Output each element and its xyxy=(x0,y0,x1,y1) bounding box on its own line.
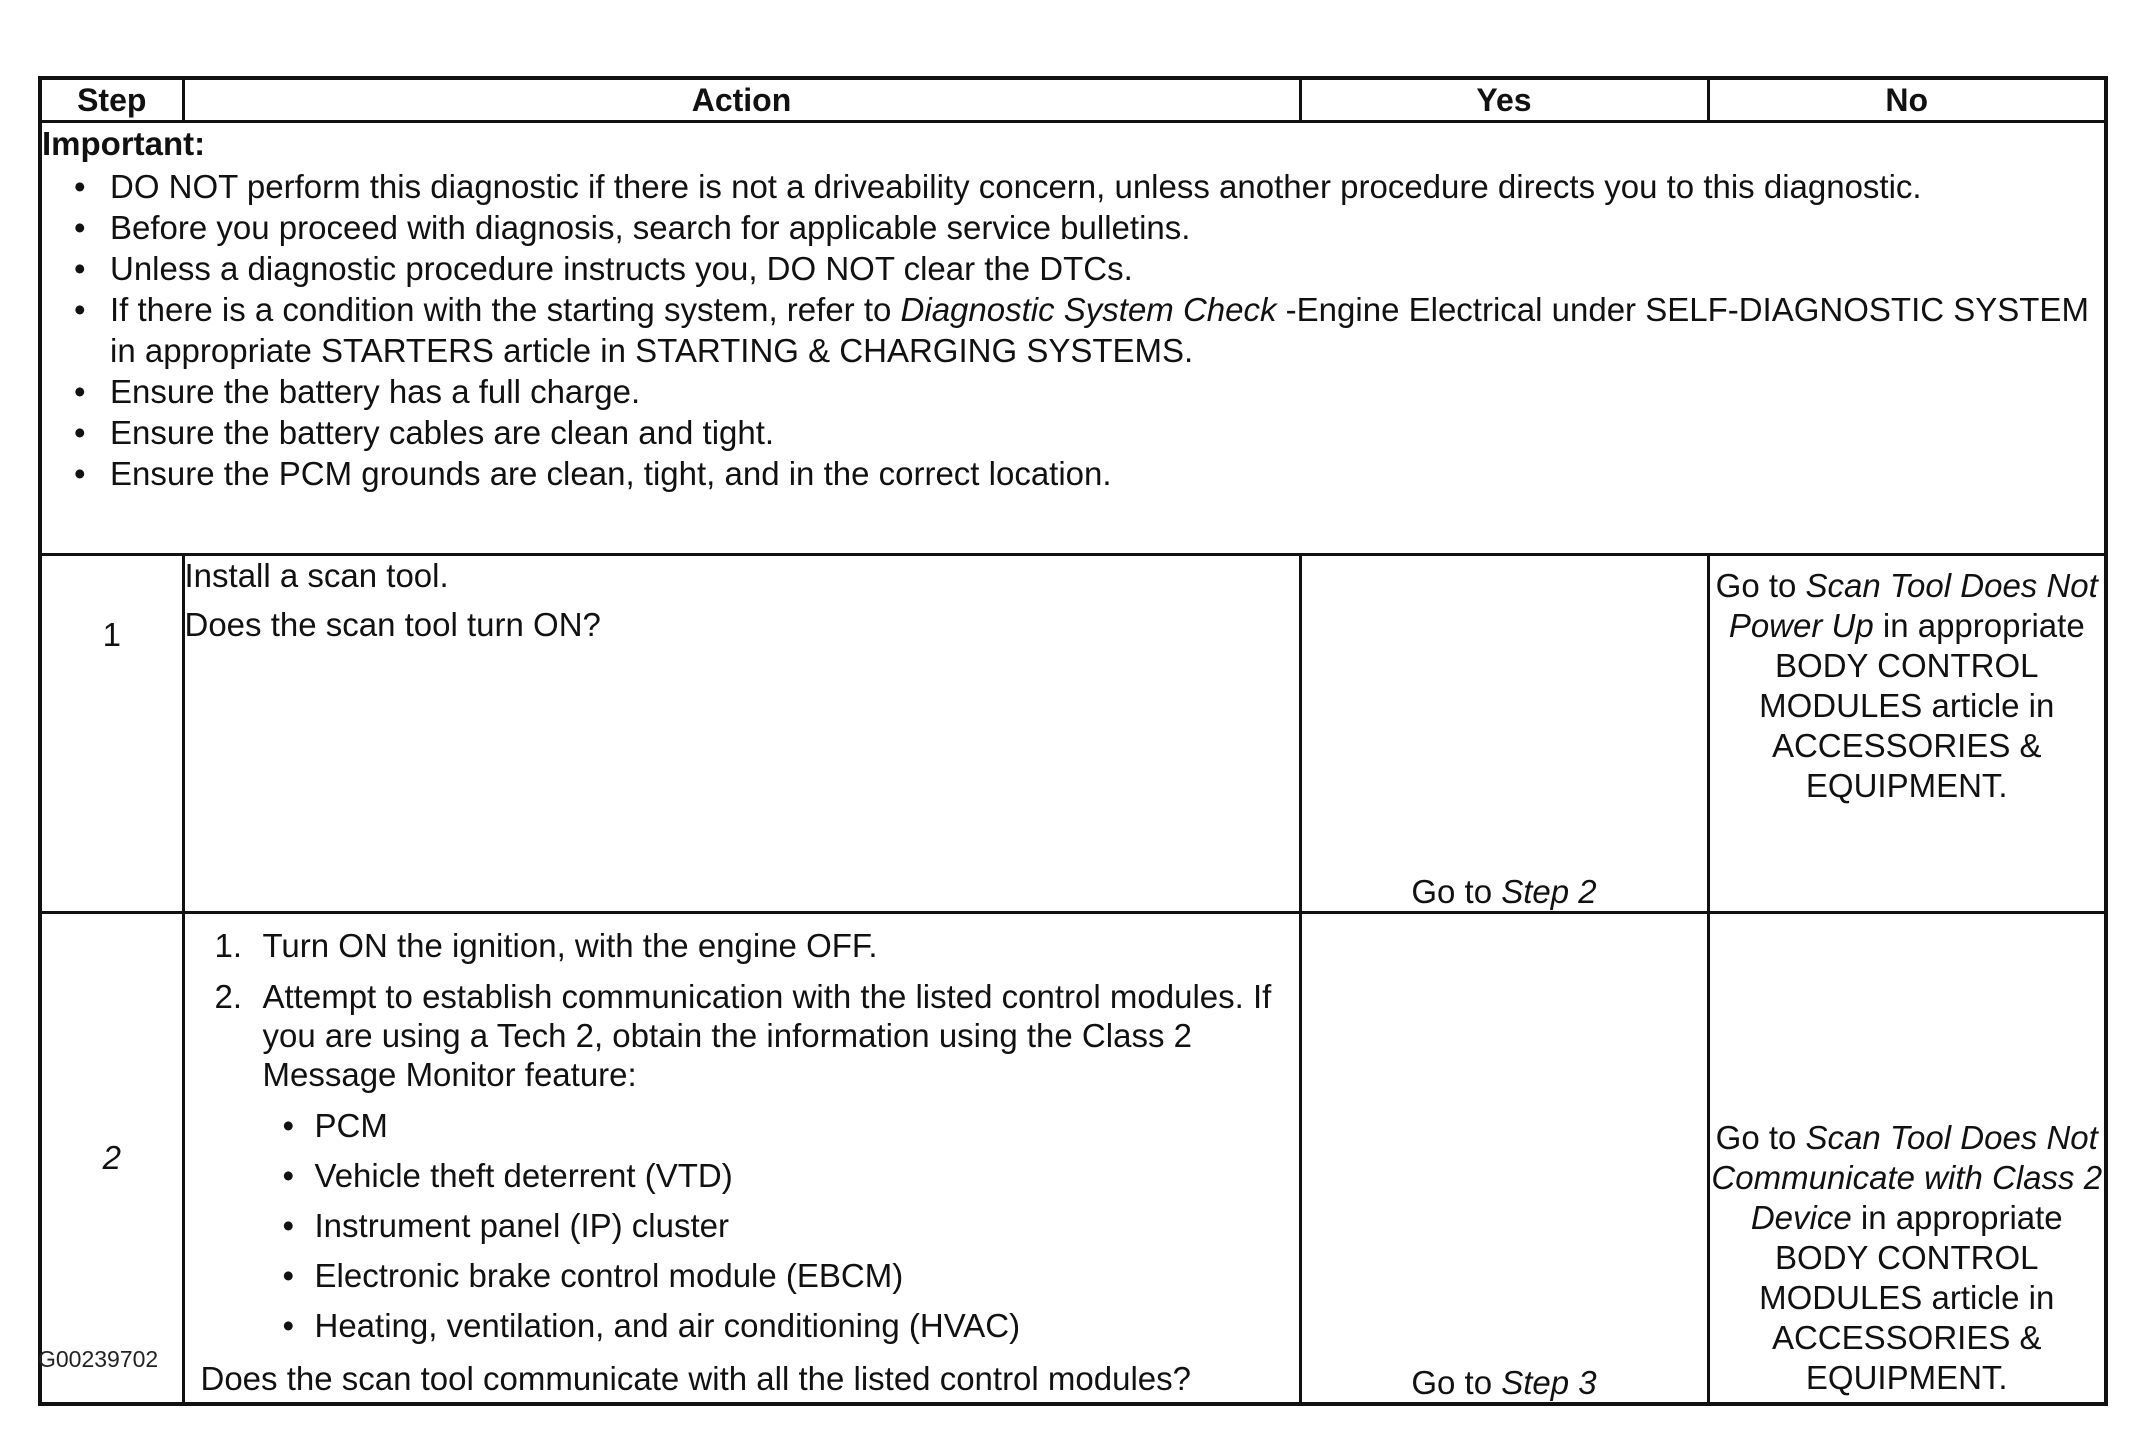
header-row xyxy=(40,78,2106,122)
bullet-dot: • xyxy=(282,1307,295,1344)
bullet-dot: • xyxy=(74,250,86,287)
module-item xyxy=(185,1106,1299,1145)
step-text: Turn ON the ignition, with the engine OFF. xyxy=(262,927,878,964)
important-bullet xyxy=(42,289,2104,371)
bullet-dot: • xyxy=(282,1107,295,1144)
action-cell xyxy=(183,913,1300,1405)
figure-code: G00239702 xyxy=(38,1346,159,1372)
bullet-text-before: If there is a condition with the starting system, refer to xyxy=(110,291,901,328)
module-name: Vehicle theft deterrent (VTD) xyxy=(314,1157,733,1194)
yes-cell xyxy=(1300,913,1708,1405)
bullet-dot: • xyxy=(282,1207,295,1244)
action-instruction: Install a scan tool. xyxy=(184,557,449,594)
bullet-dot: • xyxy=(282,1157,295,1194)
no-cell xyxy=(1708,913,2106,1405)
module-item xyxy=(185,1256,1299,1295)
important-bullet xyxy=(42,248,2104,289)
step-row-1 xyxy=(40,555,2106,913)
bullet-dot: • xyxy=(74,414,86,451)
diagnostic-system-check-ref: Diagnostic System Check xyxy=(900,291,1277,328)
bullet-dot: • xyxy=(282,1257,295,1294)
important-title: Important: xyxy=(42,125,206,162)
yes-cell xyxy=(1300,555,1708,913)
bullet-text: Ensure the battery cables are clean and tight. xyxy=(110,414,775,451)
bullet-text: Ensure the PCM grounds are clean, tight, and in the correct location. xyxy=(110,455,1112,492)
step-row-2 xyxy=(40,913,2106,1405)
step-number: 1 xyxy=(40,555,183,913)
module-name: Heating, ventilation, and air conditioning (HVAC) xyxy=(314,1307,1021,1344)
header-step: Step xyxy=(40,78,183,122)
bullet-text: Before you proceed with diagnosis, search for applicable service bulletins. xyxy=(110,209,1191,246)
bullet-dot: • xyxy=(74,291,86,328)
bullet-dot: • xyxy=(74,209,86,246)
important-bullet xyxy=(42,166,2104,207)
no-procedure-ref: Scan Tool Does Not Communicate with Class 2 Device xyxy=(1711,1119,2103,1236)
no-suffix: in appropriate BODY CONTROL MODULES article in ACCESSORIES & EQUIPMENT. xyxy=(1759,607,2085,804)
bullet-text: Ensure the battery has a full charge. xyxy=(110,373,641,410)
module-list xyxy=(185,1106,1299,1345)
numbered-step xyxy=(185,926,1299,965)
yes-prefix: Go to xyxy=(1411,1364,1502,1401)
step-num: 2. xyxy=(214,978,243,1015)
important-list xyxy=(42,166,2104,494)
no-cell xyxy=(1708,555,2106,913)
diagnostic-table xyxy=(38,76,2108,1406)
step-text: Attempt to establish communication with the listed control modules. If you are using a Tech 2, obtain the information using the Class 2 Message Monitor feature: xyxy=(262,978,1272,1093)
module-item xyxy=(185,1156,1299,1195)
action-question: Does the scan tool communicate with all the listed control modules? xyxy=(200,1360,1191,1397)
step-num: 1. xyxy=(214,927,243,964)
numbered-step xyxy=(185,977,1299,1094)
header-yes: Yes xyxy=(1300,78,1708,122)
yes-step-ref: Step 2 xyxy=(1501,873,1597,910)
header-action: Action xyxy=(183,78,1300,122)
bullet-dot: • xyxy=(74,373,86,410)
yes-prefix: Go to xyxy=(1411,873,1502,910)
bullet-dot: • xyxy=(74,455,86,492)
important-bullet xyxy=(42,453,2104,494)
header-no: No xyxy=(1708,78,2106,122)
module-name: Electronic brake control module (EBCM) xyxy=(314,1257,904,1294)
no-prefix: Go to xyxy=(1715,1119,1806,1156)
important-bullet xyxy=(42,207,2104,248)
action-cell xyxy=(183,555,1300,913)
module-item xyxy=(185,1206,1299,1245)
important-bullet xyxy=(42,371,2104,412)
important-notes xyxy=(40,122,2106,555)
no-suffix: in appropriate BODY CONTROL MODULES article in ACCESSORIES & EQUIPMENT. xyxy=(1759,1199,2063,1396)
bullet-text: DO NOT perform this diagnostic if there is not a driveability concern, unless another procedure directs you to this diagnostic. xyxy=(110,168,1922,205)
step-number: 2 xyxy=(40,913,183,1405)
action-question: Does the scan tool turn ON? xyxy=(184,606,601,643)
no-prefix: Go to xyxy=(1715,567,1806,604)
important-row xyxy=(40,122,2106,555)
diagnostic-sheet xyxy=(38,76,2104,1406)
bullet-text-after: -Engine Electrical under SELF-DIAGNOSTIC SYSTEM in appropriate STARTERS article in STARTING & CHARGING SYSTEMS. xyxy=(110,291,2089,369)
numbered-steps xyxy=(185,926,1299,1094)
module-item xyxy=(185,1306,1299,1345)
bullet-dot: • xyxy=(74,168,86,205)
yes-step-ref: Step 3 xyxy=(1501,1364,1597,1401)
module-name: Instrument panel (IP) cluster xyxy=(314,1207,729,1244)
bullet-text: Unless a diagnostic procedure instructs you, DO NOT clear the DTCs. xyxy=(110,250,1133,287)
module-name: PCM xyxy=(314,1107,388,1144)
no-procedure-ref: Scan Tool Does Not Power Up xyxy=(1728,567,2098,644)
important-bullet xyxy=(42,412,2104,453)
